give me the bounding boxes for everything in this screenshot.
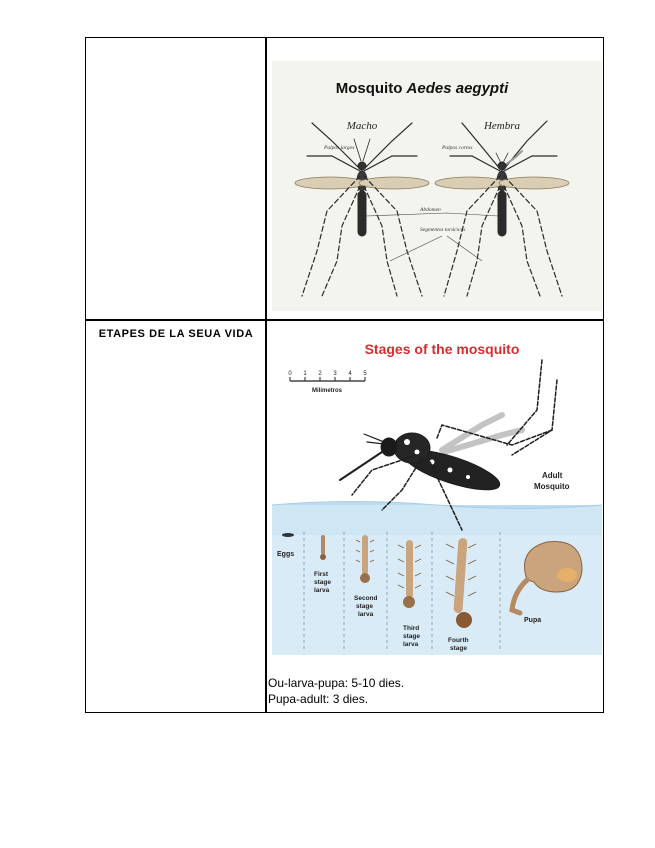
aedes-aegypti-figure [272, 61, 602, 311]
palps-female-label: Palpos cortos [442, 145, 473, 151]
row-divider [86, 319, 603, 321]
scale-tick: 4 [348, 371, 352, 377]
scale-tick: 5 [363, 371, 367, 377]
adult-label-line2: Mosquito [534, 482, 570, 491]
eggs-label: Eggs [277, 551, 295, 558]
third-label-1: Third [403, 625, 420, 632]
scale-tick: 0 [288, 371, 292, 377]
scale-tick: 1 [303, 371, 307, 377]
eggs-icon [282, 533, 294, 537]
abdomen-label: Abdomen [420, 207, 441, 213]
second-label-3: larva [358, 611, 374, 618]
fourth-label-2: stage [450, 645, 467, 652]
first-label-3: larva [314, 587, 330, 594]
life-cycle-text [268, 675, 404, 707]
second-label-1: Second [354, 595, 378, 602]
pupa-label: Pupa [524, 617, 542, 624]
mosquito-stages-figure [272, 330, 602, 655]
palps-male-label: Palpos largos [324, 145, 355, 151]
first-label-1: First [314, 571, 329, 578]
female-label: Hembra [483, 120, 521, 132]
second-label-2: stage [356, 603, 373, 610]
adult-label-line1: Adult [542, 471, 563, 480]
egg-to-pupa-duration: Ou-larva-pupa: 5-10 dies. [268, 676, 405, 690]
first-label-2: stage [314, 579, 331, 586]
scale-label: Milimetros [311, 388, 343, 394]
segments-label: Segmentos torácicos [420, 227, 466, 233]
male-label: Macho [346, 120, 378, 132]
third-label-2: stage [403, 633, 420, 640]
stages-title: Stages of the mosquito [364, 341, 520, 357]
fourth-label-1: Fourth [448, 637, 469, 644]
document-table [85, 37, 604, 713]
scale-tick: 3 [333, 371, 337, 377]
figure-title: Mosquito Aedes aegypti [335, 80, 509, 97]
row-label-life-stages: ETAPES DE LA SEUA VIDA [98, 328, 254, 340]
third-label-3: larva [403, 641, 419, 648]
column-divider [265, 38, 267, 712]
scale-tick: 2 [318, 371, 322, 377]
pupa-to-adult-duration: Pupa-adult: 3 dies. [268, 692, 369, 706]
